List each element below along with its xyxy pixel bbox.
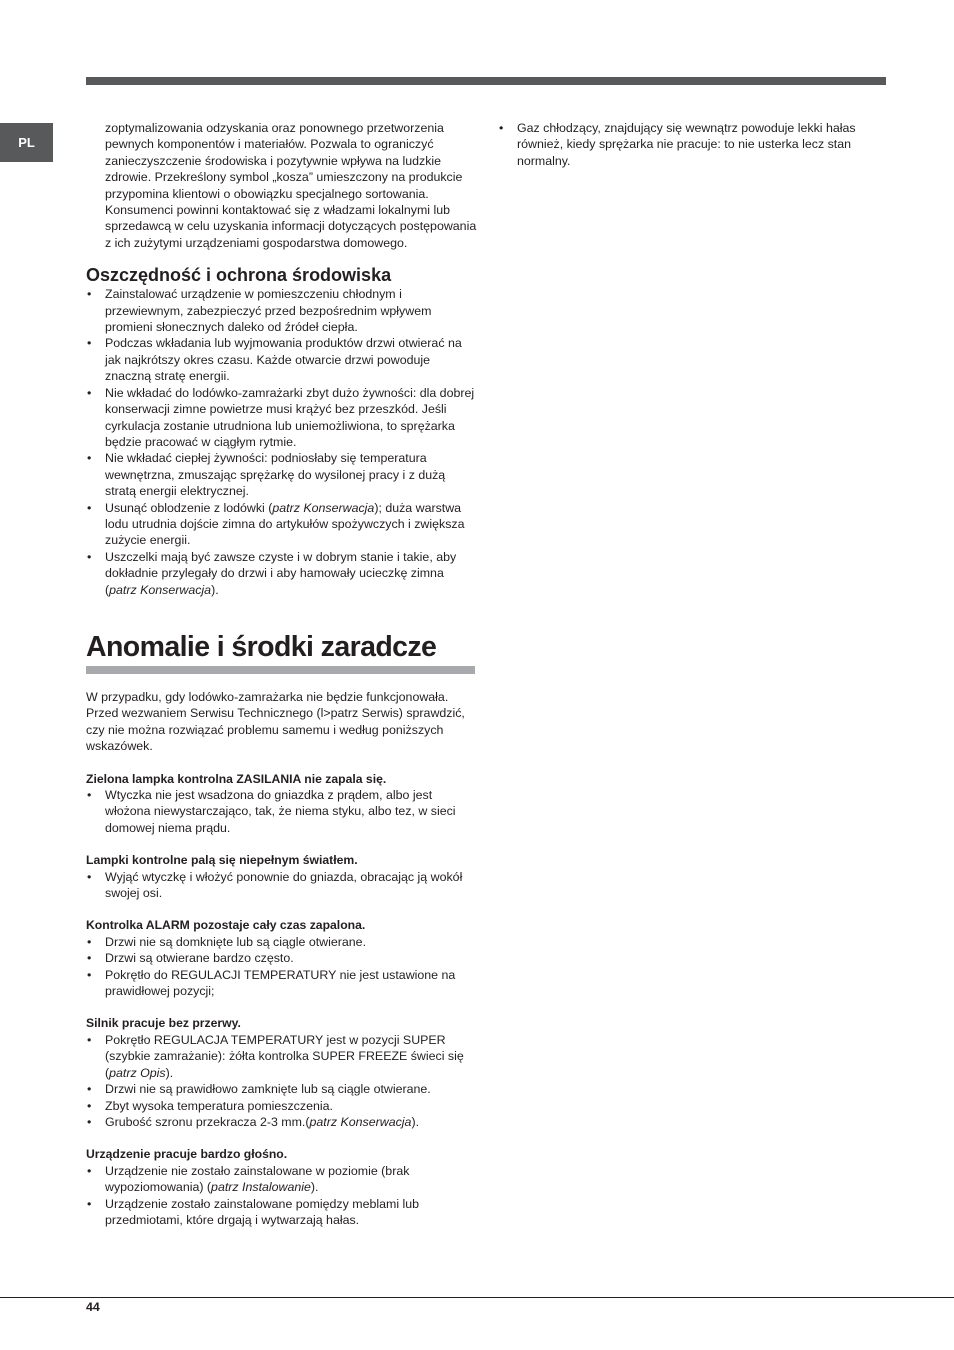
list-item: • Urządzenie zostało zainstalowane pomiędzy meblami lub przedmiotami, które drgają i wytwarzają hałas. xyxy=(86,1196,478,1229)
section-title: Zielona lampka kontrolna ZASILANIA nie zapala się. xyxy=(86,771,387,786)
anomalies-intro: W przypadku, gdy lodówko-zamrażarka nie będzie funkcjonowała. Przed wezwaniem Serwisu Technicznego (l>patrz Serwis) sprawdzić, czy nie można rozwiązać problemu samemu i według poniższych wskazówek. xyxy=(86,689,465,754)
list-item: • Podczas wkładania lub wyjmowania produktów drzwi otwierać na jak najkrótszy okres czasu. Każde otwarcie drzwi powoduje znaczną stratę energii. xyxy=(86,335,478,384)
list-item: • Urządzenie nie zostało zainstalowane w poziomie (brak wypoziomowania) (patrz Instalowanie). xyxy=(86,1163,478,1196)
section-title: Silnik pracuje bez przerwy. xyxy=(86,1016,241,1031)
list-item: • Nie wkładać do lodówko-zamrażarki zbyt dużo żywności: dla dobrej konserwacji zimne powietrze musi krążyć bez przeszkód. Jeśli cyrkulacja zostanie utrudniona lub uniemożliwiona, to sprężarka będzie pracować w ciągłym rytmie. xyxy=(86,385,478,451)
language-tab: PL xyxy=(0,123,53,162)
section-title: Urządzenie pracuje bardzo głośno. xyxy=(86,1147,288,1162)
page-number: 44 xyxy=(86,1300,100,1314)
list-item: • Zainstalować urządzenie w pomieszczeniu chłodnym i przewiewnym, zabezpieczyć przed bezpośrednim wpływem promieni słonecznych daleko od źródeł ciepła. xyxy=(86,286,478,335)
section-list xyxy=(86,869,478,902)
disposal-paragraph-2: Konsumenci powinni kontaktować się z władzami lokalnymi lub sprzedawcą w celu uzyskania informacji dotyczących postępowania z ich zużytymi urządzeniami gospodarstwa domowego. xyxy=(105,203,477,250)
disposal-paragraph-1: zoptymalizowania odzyskania oraz ponownego przetworzenia pewnych komponentów i materiałów. Pozwala to ograniczyć zanieczyszczenie środowiska i pozytywnie wpływa na ludzkie zdrowie. Przekreślony symbol „kosza” umieszczony na produkcie przypomina klientowi o obowiązku specjalnego sortowania. xyxy=(105,121,463,201)
section-title: Kontrolka ALARM pozostaje cały czas zapalona. xyxy=(86,918,366,933)
list-item: • Wyjąć wtyczkę i włożyć ponownie do gniazda, obracając ją wokół swojej osi. xyxy=(86,869,478,902)
list-item: • Nie wkładać ciepłej żywności: podniosłaby się temperatura wewnętrzna, zmuszając sprężarkę do wysilonej pracy i z dużą stratą energii elektrycznej. xyxy=(86,450,478,499)
eco-heading: Oszczędność i ochrona środowiska xyxy=(86,265,392,286)
section-list xyxy=(86,1032,478,1130)
section-title: Lampki kontrolne palą się niepełnym światłem. xyxy=(86,853,358,868)
list-item: • Pokrętło do REGULACJI TEMPERATURY nie jest ustawione na prawidłowej pozycji; xyxy=(86,967,478,1000)
anomalies-heading: Anomalie i środki zaradcze xyxy=(86,630,475,674)
list-item: • Pokrętło REGULACJA TEMPERATURY jest w pozycji SUPER (szybkie zamrażanie): żółta kontrolka SUPER FREEZE świeci się (patrz Opis). xyxy=(86,1032,478,1081)
cross-reference: patrz Opis xyxy=(109,1065,166,1080)
header-bar xyxy=(86,77,886,85)
left-column xyxy=(86,120,478,1228)
list-item: • Drzwi nie są prawidłowo zamknięte lub są ciągle otwierane. xyxy=(86,1081,478,1097)
noise-list xyxy=(498,120,878,169)
list-item: • Usunąć oblodzenie z lodówki (patrz Konserwacja); duża warstwa lodu utrudnia dojście zimna do artykułów spożywczych i zwiększa zużycie energii. xyxy=(86,500,478,549)
section-list xyxy=(86,934,478,1000)
right-column xyxy=(498,120,878,169)
list-item: • Drzwi są otwierane bardzo często. xyxy=(86,950,478,966)
cross-reference: patrz Konserwacja xyxy=(309,1114,412,1129)
eco-list xyxy=(86,286,478,598)
list-item: • Drzwi nie są domknięte lub są ciągle otwierane. xyxy=(86,934,478,950)
list-item: • Zbyt wysoka temperatura pomieszczenia. xyxy=(86,1098,478,1114)
footer-divider xyxy=(0,1297,954,1298)
list-item: • Gaz chłodzący, znajdujący się wewnątrz powoduje lekki hałas również, kiedy sprężarka nie pracuje: to nie usterka lecz stan normalny. xyxy=(498,120,878,169)
list-item: • Uszczelki mają być zawsze czyste i w dobrym stanie i takie, aby dokładnie przylegały do drzwi i aby hamowały ucieczkę zimna (patrz Konserwacja). xyxy=(86,549,478,598)
list-item: • Wtyczka nie jest wsadzona do gniazdka z prądem, albo jest włożona niewystarczająco, tak, że niema styku, albo tez, w sieci domowej niema prądu. xyxy=(86,787,478,836)
section-list xyxy=(86,1163,478,1229)
section-list xyxy=(86,787,478,836)
cross-reference: patrz Konserwacja xyxy=(109,582,212,597)
cross-reference: patrz Instalowanie xyxy=(211,1180,311,1195)
list-item: • Grubość szronu przekracza 2-3 mm.(patrz Konserwacja). xyxy=(86,1114,478,1130)
cross-reference: patrz Konserwacja xyxy=(272,500,375,515)
